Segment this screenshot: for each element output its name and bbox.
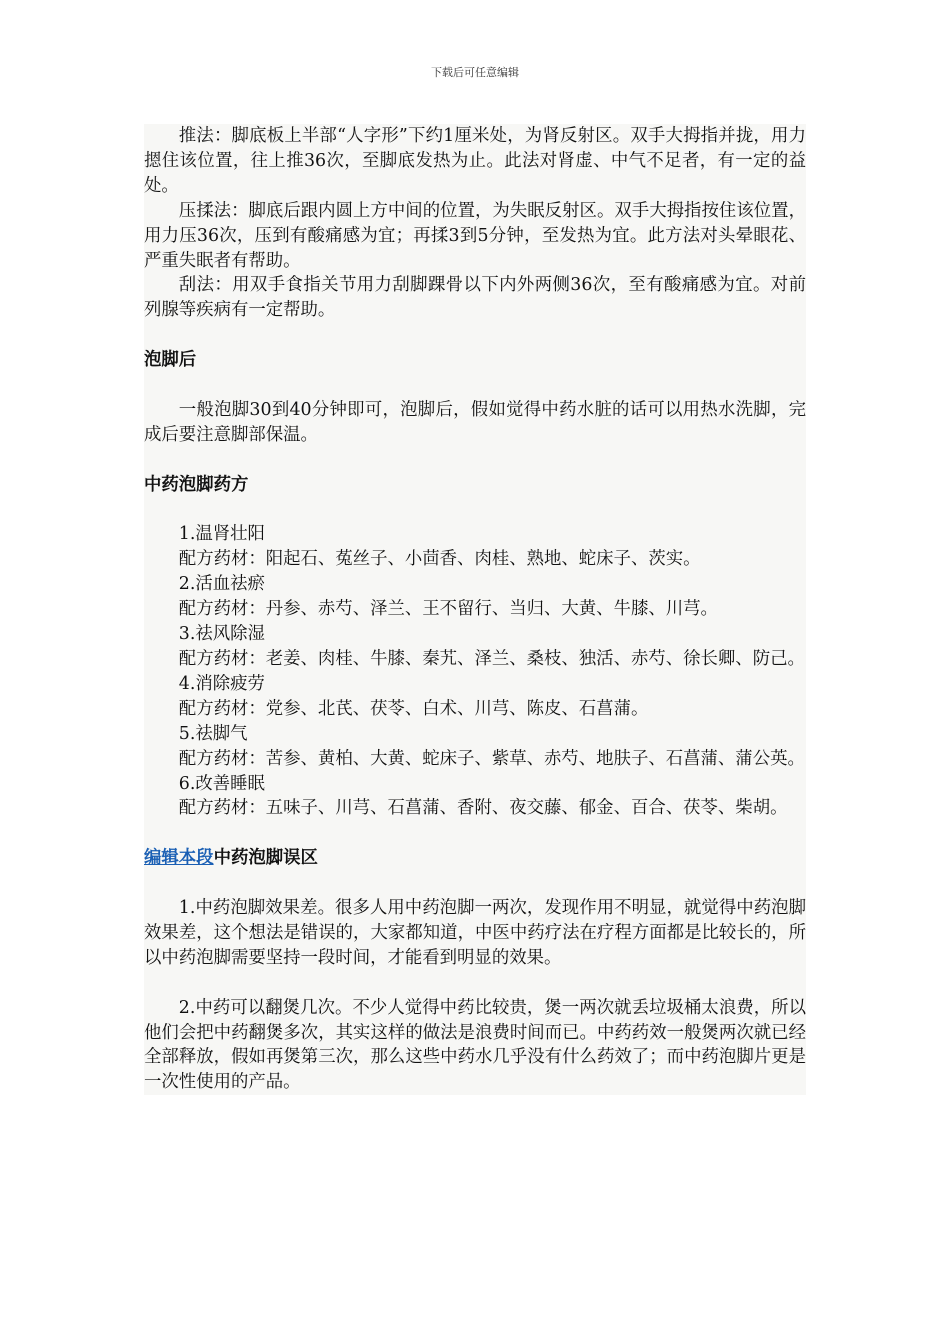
- recipe-herbs: 配方药材：阳起石、菟丝子、小茴香、肉桂、熟地、蛇床子、茨实。: [178, 549, 701, 570]
- page-header: 下载后可任意编辑: [431, 66, 519, 79]
- myth-paragraph-1: 1.中药泡脚效果差。很多人用中药泡脚一两次，发现作用不明显，就觉得中药泡脚效果差，这个想法是错误的，大家都知道，中医中药疗法在疗程方面都是比较长的，所以中药泡脚需要坚持一段时间，才能看到明显的效果。: [144, 898, 806, 968]
- recipe-name: 2.活血祛瘀: [178, 574, 265, 595]
- recipe-herbs: 配方药材：党参、北芪、茯苓、白术、川芎、陈皮、石菖蒲。: [178, 698, 649, 719]
- recipes-heading: 中药泡脚药方: [144, 474, 249, 495]
- document-body: [144, 124, 806, 1095]
- myth-paragraph-2: 2.中药可以翻煲几次。不少人觉得中药比较贵，煲一两次就丢垃圾桶太浪费，所以他们会把中药翻煲多次，其实这样的做法是浪费时间而已。中药药效一般煲两次就已经全部释放，假如再煲第三次，那么这些中药水几乎没有什么药效了；而中药泡脚片更是一次性使用的产品。: [144, 997, 806, 1093]
- edit-section-link[interactable]: 编辑本段: [144, 848, 214, 869]
- recipe-name: 3.祛风除湿: [178, 624, 265, 645]
- after-soak-heading: 泡脚后: [144, 350, 197, 371]
- recipe-name: 5.祛脚气: [178, 723, 248, 744]
- push-method-paragraph: 推法：脚底板上半部“人字形”下约1厘米处，为肾反射区。双手大拇指并拢，用力摁住该位置，往上推36次，至脚底发热为止。此法对肾虚、中气不足者，有一定的益处。: [144, 126, 806, 196]
- press-method-paragraph: 压揉法：脚底后跟内圆上方中间的位置，为失眠反射区。双手大拇指按住该位置，用力压36次，压到有酸痛感为宜；再揉3到5分钟，至发热为宜。此方法对头晕眼花、严重失眠者有帮助。: [144, 200, 806, 271]
- recipe-herbs: 配方药材：丹参、赤芍、泽兰、王不留行、当归、大黄、牛膝、川芎。: [178, 599, 718, 620]
- recipe-herbs: 配方药材：老姜、肉桂、牛膝、秦艽、泽兰、桑枝、独活、赤芍、徐长卿、防己。: [178, 648, 805, 669]
- recipe-herbs: 配方药材：苦参、黄柏、大黄、蛇床子、紫草、赤芍、地肤子、石菖蒲、蒲公英。: [178, 748, 805, 769]
- after-soak-paragraph: 一般泡脚30到40分钟即可，泡脚后，假如觉得中药水脏的话可以用热水洗脚，完成后要注意脚部保温。: [144, 399, 806, 445]
- recipe-name: 1.温肾壮阳: [178, 524, 265, 545]
- myths-heading: [144, 846, 806, 871]
- recipe-name: 4.消除疲劳: [178, 673, 265, 694]
- recipe-herbs: 配方药材：五味子、川芎、石菖蒲、香附、夜交藤、郁金、百合、茯苓、柴胡。: [178, 798, 788, 819]
- myths-title: 中药泡脚误区: [213, 848, 318, 869]
- recipe-name: 6.改善睡眠: [178, 773, 265, 794]
- scrape-method-paragraph: 刮法：用双手食指关节用力刮脚踝骨以下内外两侧36次，至有酸痛感为宜。对前列腺等疾病有一定帮助。: [144, 275, 806, 321]
